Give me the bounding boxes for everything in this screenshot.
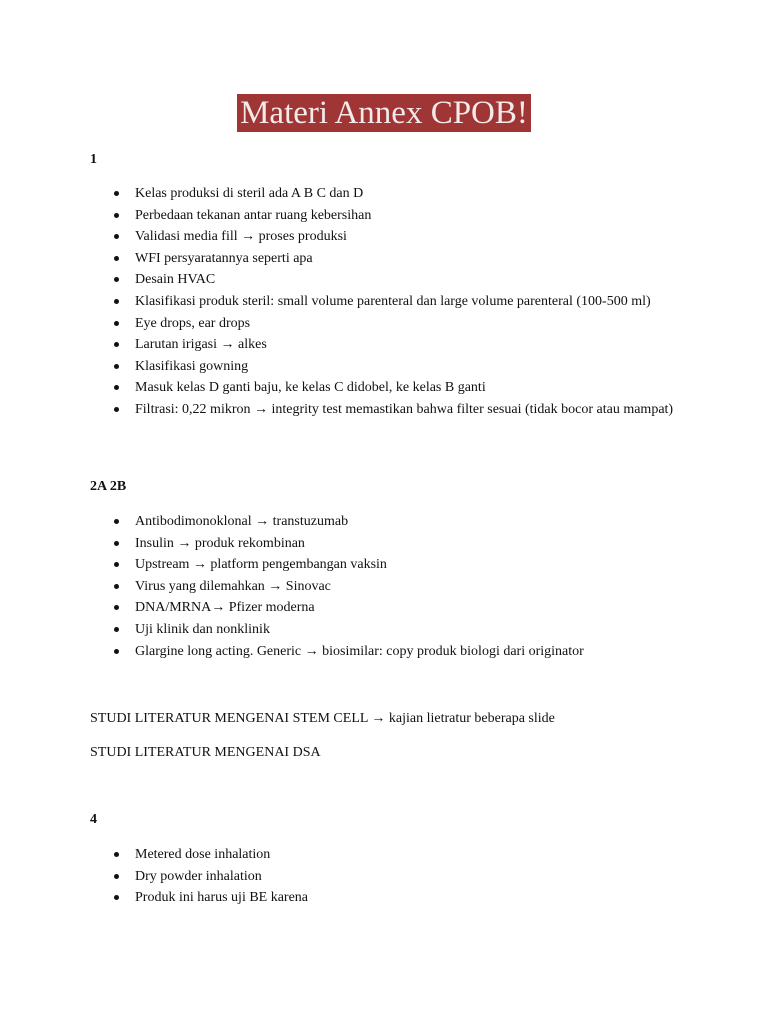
list-item: Upstream → platform pengembangan vaksin <box>0 554 675 576</box>
section-heading-4: 4 <box>90 812 97 827</box>
list-item: Larutan irigasi → alkes <box>0 334 675 356</box>
list-item: Insulin → produk rekombinan <box>0 533 675 555</box>
list-item: Validasi media fill → proses produksi <box>0 226 675 248</box>
section-2-list <box>0 511 675 662</box>
list-item: Eye drops, ear drops <box>0 313 675 335</box>
title-wrapper <box>0 94 768 132</box>
section-heading-2a-2b: 2A 2B <box>90 479 127 494</box>
list-item: Klasifikasi gowning <box>0 356 675 378</box>
section-1-list <box>0 183 675 421</box>
document-title: Materi Annex CPOB! <box>237 94 531 132</box>
paragraph-dsa: STUDI LITERATUR MENGENAI DSA <box>90 745 321 760</box>
list-item: Filtrasi: 0,22 mikron → integrity test memastikan bahwa filter sesuai (tidak bocor atau mampat) <box>0 399 675 421</box>
list-item: Virus yang dilemahkan → Sinovac <box>0 576 675 598</box>
list-item: Masuk kelas D ganti baju, ke kelas C didobel, ke kelas B ganti <box>0 377 675 399</box>
list-item: Dry powder inhalation <box>0 866 675 888</box>
paragraph-stem-cell: STUDI LITERATUR MENGENAI STEM CELL → kajian lietratur beberapa slide <box>90 711 555 726</box>
list-item: WFI persyaratannya seperti apa <box>0 248 675 270</box>
list-item: Kelas produksi di steril ada A B C dan D <box>0 183 675 205</box>
list-item: Desain HVAC <box>0 269 675 291</box>
list-item: Antibodimonoklonal → transtuzumab <box>0 511 675 533</box>
list-item: Perbedaan tekanan antar ruang kebersihan <box>0 205 675 227</box>
list-item: Metered dose inhalation <box>0 844 675 866</box>
section-heading-1: 1 <box>90 152 97 167</box>
section-4-list <box>0 844 675 909</box>
list-item: DNA/MRNA→ Pfizer moderna <box>0 597 675 619</box>
list-item: Klasifikasi produk steril: small volume parenteral dan large volume parenteral (100-500 ml) <box>0 291 675 313</box>
list-item: Produk ini harus uji BE karena <box>0 887 675 909</box>
list-item: Glargine long acting. Generic → biosimilar: copy produk biologi dari originator <box>0 641 675 663</box>
list-item: Uji klinik dan nonklinik <box>0 619 675 641</box>
